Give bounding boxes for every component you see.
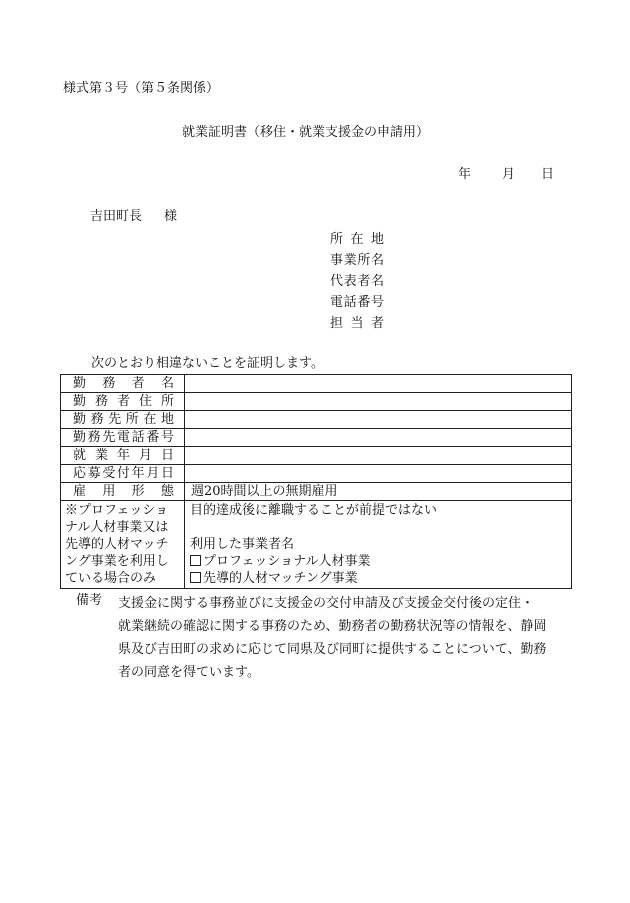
date-year-label: 年 [458,167,472,182]
worker-address-field[interactable] [185,393,572,411]
note-label-line: ※プロフェッショ [65,503,169,518]
checkbox-icon[interactable] [190,572,201,583]
table-row [61,465,572,483]
table-row [61,501,572,589]
note-label-line: ング事業を利用し [65,554,169,569]
employment-type-label: 雇用形態 [61,483,185,501]
employment-date-field[interactable] [185,447,572,465]
remarks-text [118,592,570,684]
worker-name-label: 勤務者名 [61,375,185,393]
remarks-line: 県及び吉田町の求めに応じて同県及び同町に提供することについて、勤務 [118,642,547,657]
table-row [61,483,572,501]
matching-program-option[interactable] [190,570,568,587]
note-label-line: 先導的人材マッチ [65,537,169,552]
certification-statement: 次のとおり相違ないことを証明します。 [91,356,324,371]
remarks-line: 支援金に関する事務並びに支援金の交付申請及び支援金交付後の定住・ [118,596,535,611]
workplace-address-field[interactable] [185,411,572,429]
checkbox-icon[interactable] [190,555,201,566]
issuer-address-label: 所在地 [330,232,384,247]
worker-address-label: 勤務者住所 [61,393,185,411]
program-note-label [61,501,185,589]
form-number: 様式第３号（第５条関係） [63,81,220,96]
workplace-phone-label: 勤務先電話番号 [61,429,185,447]
application-date-field[interactable] [185,465,572,483]
professional-program-label: プロフェッショナル人材事業 [203,554,371,569]
addressee-name: 吉田町長 [90,209,143,224]
issuer-contact-person-label: 担当者 [330,316,384,331]
document-title: 就業証明書（移住・就業支援金の申請用） [182,125,430,140]
workplace-phone-field[interactable] [185,429,572,447]
note-label-line: ている場合のみ [65,571,157,586]
remarks-line: 就業継続の確認に関する事務のため、勤務者の勤務状況等の情報を、静岡 [118,619,547,634]
issuer-company-label: 事業所名 [330,253,384,268]
date-day-label: 日 [541,167,555,182]
issuer-representative-label: 代表者名 [330,274,384,289]
table-row [61,447,572,465]
matching-program-label: 先導的人材マッチング事業 [203,571,358,586]
remarks-label: 備考 [76,593,103,608]
employment-type-value: 週20時間以上の無期雇用 [185,483,572,501]
application-date-label: 応募受付年月日 [61,465,185,483]
professional-program-option[interactable] [190,553,568,570]
table-row [61,411,572,429]
employment-date-label: 就業年月日 [61,447,185,465]
table-row [61,429,572,447]
worker-name-field[interactable] [185,375,572,393]
remarks-line: 者の同意を得ています。 [118,665,260,680]
program-note-content [185,501,572,589]
blank-line [190,519,568,536]
operator-name-label: 利用した事業者名 [190,537,295,552]
table-row [61,393,572,411]
table-row [61,375,572,393]
issuer-phone-label: 電話番号 [330,295,384,310]
workplace-address-label: 勤務先所在地 [61,411,185,429]
date-month-label: 月 [502,167,516,182]
no-resignation-condition: 目的達成後に離職することが前提ではない [190,503,438,518]
employment-certificate-table [60,374,572,589]
addressee [90,208,177,226]
addressee-honorific: 様 [164,209,178,224]
note-label-line: ナル人材事業又は [65,520,169,535]
